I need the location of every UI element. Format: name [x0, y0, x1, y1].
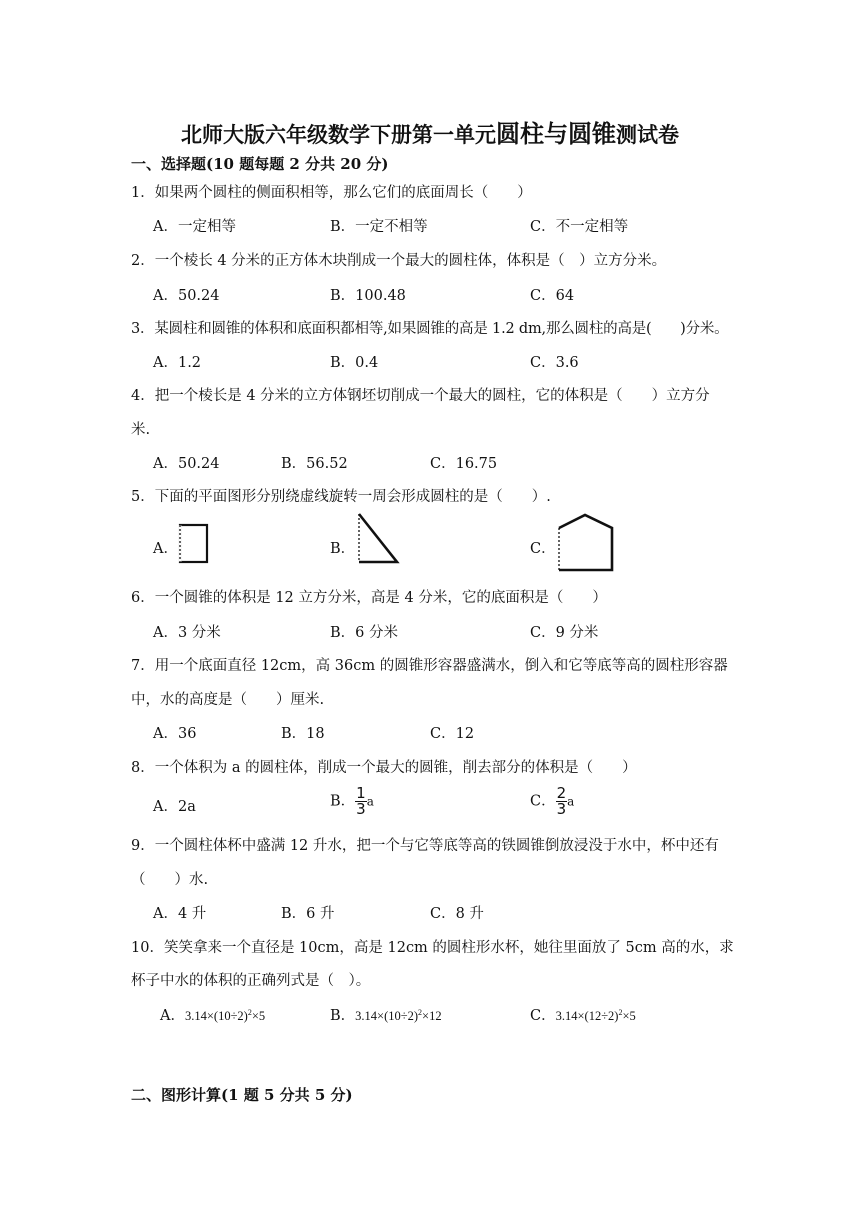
- q4-option-b: B．56.52: [281, 456, 348, 472]
- q8-option-a: A．2a: [153, 799, 196, 815]
- q3-option-b: B．0.4: [330, 355, 379, 371]
- q2-option-a: A．50.24: [153, 288, 220, 304]
- fraction-numerator: 2: [556, 784, 567, 802]
- q4-option-c: C．16.75: [430, 456, 498, 472]
- question-7-line-2: 中，水的高度是（ ）厘米.: [131, 692, 325, 708]
- fraction-numerator: 1: [356, 784, 366, 802]
- q8-option-b: [330, 786, 374, 817]
- right-triangle-figure-icon: [352, 510, 402, 566]
- formula-b-base: 3.14×(10÷2): [355, 1009, 419, 1023]
- q1-option-b: B．一定不相等: [330, 219, 428, 235]
- q1-option-a: A．一定相等: [153, 219, 236, 235]
- question-1: 1．如果两个圆柱的侧面积相等，那么它们的底面周长（ ）: [131, 185, 532, 201]
- q10-option-c: [530, 1004, 636, 1025]
- title-prefix: 北师大版六年级数学下册第一单元: [181, 122, 496, 147]
- q3-option-c: C．3.6: [530, 355, 579, 371]
- q2-option-b: B．100.48: [330, 288, 406, 304]
- question-10-line-1: 10．笑笑拿来一个直径是 10cm，高是 12cm 的圆柱形水杯，她往里面放了 5cm 高的水，求: [131, 940, 734, 956]
- fraction-two-thirds: [556, 786, 568, 817]
- question-4-line-2: 米.: [131, 422, 151, 438]
- q6-option-a: A．3 分米: [153, 625, 221, 641]
- q8-option-c-label: C．: [530, 793, 556, 810]
- section-heading-figure-calc: 二、图形计算(1 题 5 分共 5 分): [131, 1086, 353, 1104]
- fraction-denominator: 3: [556, 800, 567, 818]
- formula-a-base: 3.14×(10÷2): [184, 1009, 248, 1023]
- formula-b: [355, 1009, 441, 1023]
- q6-option-b: B．6 分米: [330, 625, 398, 641]
- q5-option-c: C．: [530, 541, 556, 557]
- page-title: [0, 114, 860, 149]
- title-emphasis: 圆柱与圆锥: [496, 120, 616, 148]
- q5-option-a: A．: [153, 541, 178, 557]
- section-heading-choice: 一、选择题(10 题每题 2 分共 20 分): [131, 155, 389, 173]
- q9-option-b: B．6 升: [281, 906, 335, 922]
- q5-option-b: B．: [330, 541, 356, 557]
- q10-option-a-label: A．: [160, 1008, 185, 1024]
- pentagon-figure-icon: [552, 510, 618, 574]
- question-4-line-1: 4．把一个棱长是 4 分米的立方体钢坯切削成一个最大的圆柱，它的体积是（ ）立方分: [131, 388, 710, 404]
- question-5: 5．下面的平面图形分别绕虚线旋转一周会形成圆柱的是（ ）.: [131, 489, 551, 505]
- formula-a-tail: ×5: [251, 1009, 266, 1023]
- fraction-one-third: [355, 786, 367, 817]
- q7-option-b: B．18: [281, 726, 325, 742]
- question-2: 2．一个棱长 4 分米的正方体木块削成一个最大的圆柱体，体积是（ ）立方分米。: [131, 253, 667, 269]
- fraction-unit: a: [567, 794, 575, 809]
- formula-c-base: 3.14×(12÷2): [555, 1009, 619, 1023]
- q9-option-a: A．4 升: [153, 906, 207, 922]
- q10-option-c-label: C．: [530, 1008, 556, 1024]
- q4-option-a: A．50.24: [153, 456, 220, 472]
- q7-option-a: A．36: [153, 726, 197, 742]
- formula-b-exponent: 2: [418, 1007, 423, 1017]
- q6-option-c: C．9 分米: [530, 625, 599, 641]
- formula-c: [556, 1009, 636, 1023]
- question-7-line-1: 7．用一个底面直径 12cm，高 36cm 的圆锥形容器盛满水，倒入和它等底等高的圆柱形容器: [131, 658, 728, 674]
- q1-option-c: C．不一定相等: [530, 219, 629, 235]
- rectangle-figure-icon: [172, 520, 212, 566]
- formula-b-tail: ×12: [422, 1009, 442, 1023]
- formula-c-tail: ×5: [622, 1009, 636, 1023]
- question-9-line-1: 9．一个圆柱体杯中盛满 12 升水，把一个与它等底等高的铁圆锥倒放浸没于水中，杯中还有: [131, 838, 719, 854]
- formula-a-exponent: 2: [247, 1007, 252, 1017]
- q8-option-b-label: B．: [330, 793, 356, 810]
- question-9-line-2: （ ）水.: [131, 872, 209, 888]
- q3-option-a: A．1.2: [153, 355, 202, 371]
- question-3: 3．某圆柱和圆锥的体积和底面积都相等,如果圆锥的高是 1.2 dm,那么圆柱的高是( )分米。: [131, 321, 729, 337]
- question-10-line-2: 杯子中水的体积的正确列式是（ ）。: [131, 973, 371, 989]
- formula-c-exponent: 2: [618, 1007, 623, 1017]
- q10-option-b-label: B．: [330, 1008, 356, 1024]
- q2-option-c: C．64: [530, 288, 575, 304]
- q10-option-a: [160, 1004, 265, 1025]
- title-suffix: 测试卷: [616, 122, 679, 147]
- q7-option-c: C．12: [430, 726, 475, 742]
- question-8: 8．一个体积为 a 的圆柱体，削成一个最大的圆锥，削去部分的体积是（ ）: [131, 760, 637, 776]
- q9-option-c: C．8 升: [430, 906, 484, 922]
- q10-option-b: [330, 1004, 442, 1025]
- question-6: 6．一个圆锥的体积是 12 立方分米，高是 4 分米，它的底面积是（ ）: [131, 590, 607, 606]
- fraction-denominator: 3: [356, 800, 366, 818]
- q8-option-c: [530, 786, 574, 817]
- fraction-unit: a: [366, 794, 374, 809]
- formula-a: [185, 1009, 265, 1023]
